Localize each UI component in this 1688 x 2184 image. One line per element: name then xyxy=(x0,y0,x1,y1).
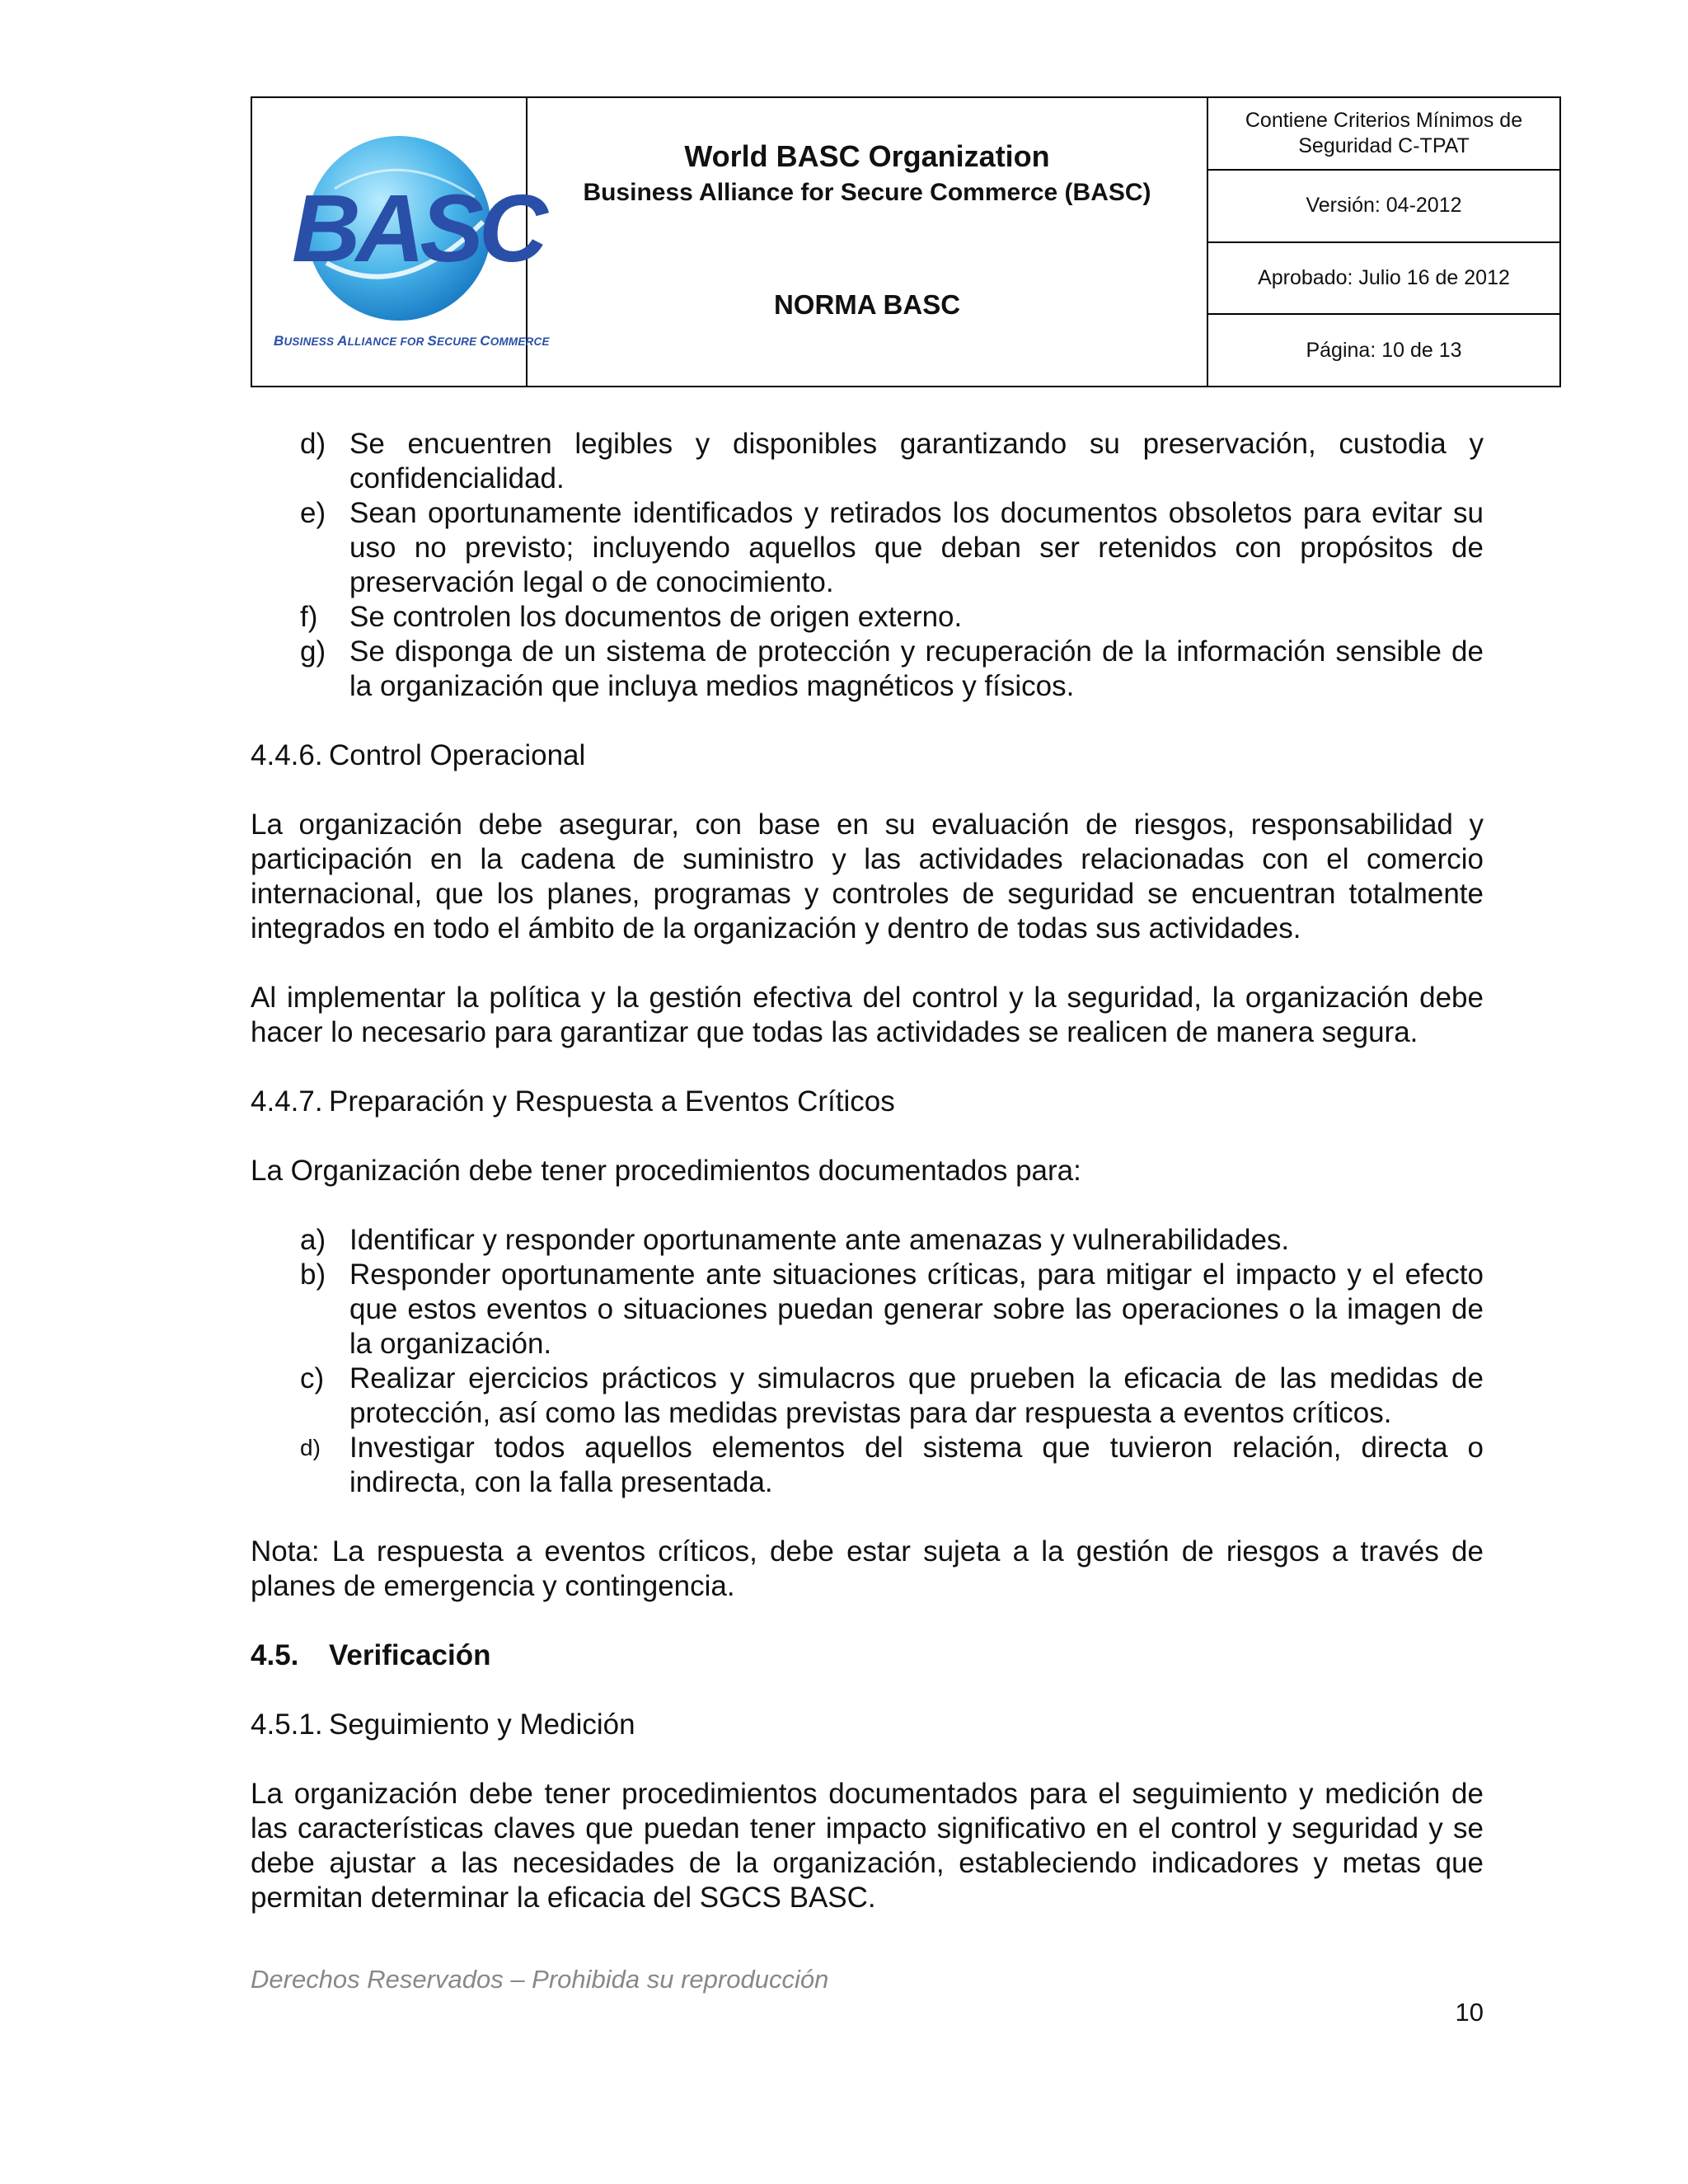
page-number: 10 xyxy=(1455,1998,1484,2027)
list-item: f) Se controlen los documentos de origen externo. xyxy=(300,601,963,633)
logo-caption: BUSINESS ALLIANCE FOR SECURE COMMERCE xyxy=(274,333,550,349)
paragraph: La organización debe tener procedimientos documentados para el seguimiento y medición de las características claves que puedan tener impacto significativo en el control y seguridad y se debe ajustar a las necesidades de la organización, estableciendo indicadores y metas que permitan determinar la eficacia del SGCS BASC. xyxy=(251,1778,1484,1914)
criteria-cell: Contiene Criterios Mínimos de Seguridad C-TPAT xyxy=(1245,108,1523,157)
metadata-column xyxy=(1208,98,1559,386)
paragraph: La Organización debe tener procedimientos documentados para: xyxy=(251,1155,1081,1187)
page-cell: Página: 10 de 13 xyxy=(1208,313,1559,386)
note-paragraph: Nota: La respuesta a eventos críticos, debe estar sujeta a la gestión de riesgos a través de planes de emergencia y contingencia. xyxy=(251,1535,1484,1602)
list-item: d) Investigar todos aquellos elementos del sistema que tuvieron relación, directa o indirecta, con la falla presentada. xyxy=(300,1432,1484,1498)
organization-name: World BASC Organization xyxy=(684,139,1050,173)
logo-cell xyxy=(252,98,550,386)
title-cell xyxy=(528,98,1208,386)
list-item: d) Se encuentren legibles y disponibles garantizando su preservación, custodia y confidencialidad. xyxy=(300,428,1484,494)
approved-cell: Aprobado: Julio 16 de 2012 xyxy=(1208,241,1559,314)
list-item: c) Realizar ejercicios prácticos y simulacros que prueben la eficacia de las medidas de protección, así como las medidas previstas para dar respuesta a eventos críticos. xyxy=(300,1362,1484,1429)
section-heading-4-5-1: 4.5.1. Seguimiento y Medición xyxy=(251,1708,635,1741)
list-item: a) Identificar y responder oportunamente ante amenazas y vulnerabilidades. xyxy=(300,1224,1290,1256)
document-body xyxy=(251,427,1484,1915)
document-title: NORMA BASC xyxy=(773,289,961,320)
list-procedures xyxy=(251,1223,1484,1500)
basc-globe-logo-icon xyxy=(277,131,543,329)
section-heading-4-4-6: 4.4.6. Control Operacional xyxy=(251,739,586,771)
section-heading-4-4-7: 4.4.7. Preparación y Respuesta a Eventos Críticos xyxy=(251,1085,895,1118)
paragraph: La organización debe asegurar, con base en su evaluación de riesgos, responsabilidad y participación en la cadena de suministro y las actividades relacionadas con el comercio internacional, que los planes, programas y controles de seguridad se encuentran totalmente integrados en todo el ámbito de la organización y dentro de todas sus actividades. xyxy=(251,808,1484,944)
list-item: g) Se disponga de un sistema de protección y recuperación de la información sensible de la organización que incluya medios magnéticos y físicos. xyxy=(300,635,1484,702)
list-documents xyxy=(251,427,1484,704)
document-header-table xyxy=(251,96,1561,387)
version-cell: Versión: 04-2012 xyxy=(1208,169,1559,241)
footer-rights: Derechos Reservados – Prohibida su reproducción xyxy=(251,1965,829,1994)
organization-subtitle: Business Alliance for Secure Commerce (BASC) xyxy=(583,179,1151,206)
section-heading-4-5: 4.5. Verificación xyxy=(251,1639,491,1671)
list-item: b) Responder oportunamente ante situaciones críticas, para mitigar el impacto y el efecto que estos eventos o situaciones puedan generar sobre las operaciones o la imagen de la organización. xyxy=(300,1258,1484,1360)
list-item: e) Sean oportunamente identificados y retirados los documentos obsoletos para evitar su uso no previsto; incluyendo aquellos que deban ser retenidos con propósitos de preservación legal o de conocimiento. xyxy=(300,497,1484,598)
logo-text: BASC xyxy=(292,175,543,282)
paragraph: Al implementar la política y la gestión efectiva del control y la seguridad, la organización debe hacer lo necesario para garantizar que todas las actividades se realicen de manera segura. xyxy=(251,982,1484,1048)
